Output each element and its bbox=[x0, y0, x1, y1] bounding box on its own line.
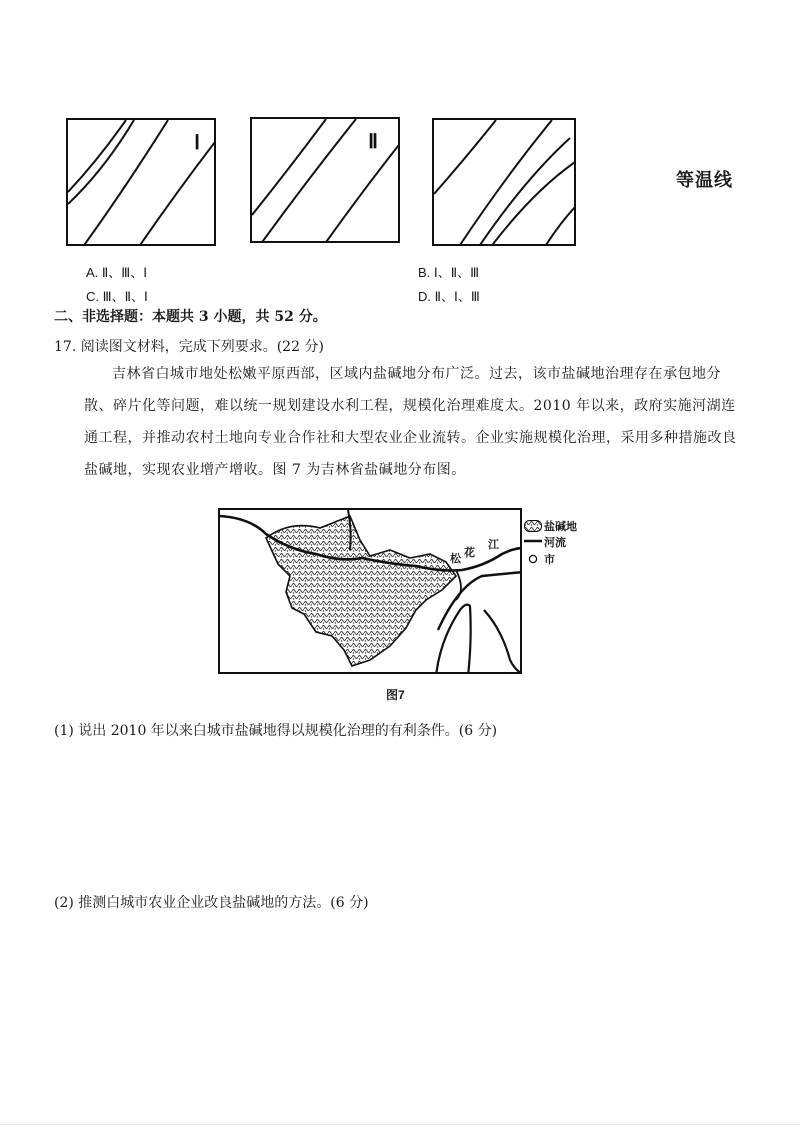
question-17-material: 吉林省白城市地处松嫩平原西部，区域内盐碱地分布广泛。过去，该市盐碱地治理存在承包地分散、碎片化等问题，难以统一规划建设水利工程，规模化治理难度太。2010 年以来，政府实施河湖连通工程，并推动农村土地向专业合作社和大型农业企业流转。企业实施规模化治理，采用多种措施改良盐碱地，实现农业增产增收。图 7 为吉林省盐碱地分布图。 bbox=[84, 366, 737, 478]
panel-label-2: Ⅱ bbox=[368, 131, 378, 153]
figure-caption: 图7 bbox=[386, 688, 405, 702]
river-label-song: 松 bbox=[450, 552, 461, 565]
question-17-1: (1) 说出 2010 年以来白城市盐碱地得以规模化治理的有利条件。(6 分) bbox=[54, 723, 498, 739]
legend-city: 市 bbox=[544, 553, 555, 566]
river-label-hua: 花 bbox=[464, 546, 475, 559]
choice-a[interactable]: A. Ⅱ、Ⅲ、Ⅰ bbox=[86, 265, 148, 280]
choice-d[interactable]: D. Ⅱ、Ⅰ、Ⅲ bbox=[418, 289, 480, 304]
isotherm-legend: 等温线 bbox=[676, 170, 733, 191]
isotherm-panel-3 bbox=[432, 118, 576, 246]
legend-saline: 盐碱地 bbox=[544, 520, 577, 533]
question-17-2: (2) 推测白城市农业企业改良盐碱地的方法。(6 分) bbox=[54, 895, 369, 911]
section-heading: 二、非选择题：本题共 3 小题，共 52 分。 bbox=[54, 309, 327, 325]
saline-swatch-icon bbox=[524, 520, 542, 532]
panel-label-1: Ⅰ bbox=[194, 132, 200, 154]
river-swatch-icon bbox=[524, 538, 542, 544]
river-label-jiang: 江 bbox=[488, 538, 499, 551]
legend-river: 河流 bbox=[544, 536, 566, 549]
city-circle-icon bbox=[528, 554, 538, 564]
saline-map bbox=[218, 508, 522, 674]
isotherm-lines-3 bbox=[434, 120, 576, 246]
isotherm-panel-2 bbox=[250, 117, 400, 243]
question-17-stem: 17. 阅读图文材料，完成下列要求。(22 分) bbox=[54, 339, 324, 355]
map-legend bbox=[524, 518, 594, 570]
page-bottom-rule bbox=[0, 1124, 800, 1125]
isotherm-panel-1 bbox=[66, 118, 216, 246]
choice-b[interactable]: B. Ⅰ、Ⅱ、Ⅲ bbox=[418, 265, 480, 280]
saline-map-svg bbox=[220, 510, 522, 674]
choice-c[interactable]: C. Ⅲ、Ⅱ、Ⅰ bbox=[86, 289, 148, 304]
